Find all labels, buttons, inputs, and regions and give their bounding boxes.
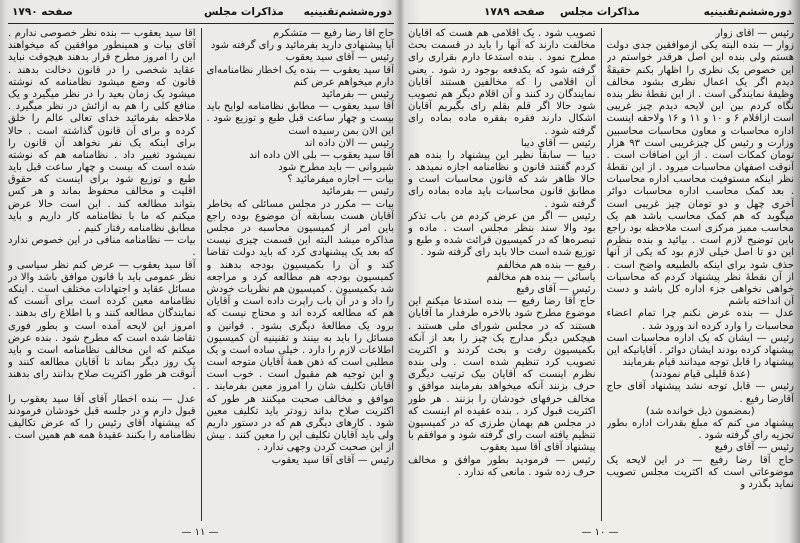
speech-paragraph: شیروانی — باید مطرح شود (278, 162, 394, 174)
column-rule (201, 28, 202, 521)
column-left (8, 28, 196, 521)
text-columns (408, 28, 794, 521)
page-header (408, 5, 794, 24)
speech-paragraph: عدل — بنده عرض نکنم چرا تمام اعضاء محاسبات را وارد کرده اند ورود شد . (606, 308, 794, 332)
speech-paragraph: رئیس — الان داده اند (304, 137, 394, 149)
speech-paragraph: رفیع — بنده هم مخالفم (496, 259, 596, 271)
speech-paragraph: حاج آقا رضا رفیع — بنده استدعا میکنم این موضوع مطرح شود بالاخره طرفدار ما آقایان هستند که در مجلس شورای ملی هستند . هیچکس دیگر مدارج یک چیز را بعد از آنکه بکمیسیون رفت و بحث کردند و اکثریت تصویب کرد تنظیم شده است . ولی بنده نظرم اینست که آقایان بیک ترتیب دیگری حرف بزنند آنکه میخواهد بفرمایند موافق و مخالف حرفهای خودشان را بزنند . هر طور اکثریت قبول کرد . بنده عقیده ام اینست که در مجلس هم بهمان طرزی که در کمیسیون تنظیم یافته است رای گرفته شود و موافقم با پیشنهاد آقای آقا سید یعقوب (408, 296, 596, 454)
speech-paragraph: رئیس — اگر من عرض کردم من باب تذکر بود والا سند بنظر مجلس است . ماده و تبصره‌ها که در کمیسیون قرائت شده و طبع و توزیع شده است حالا باید رای گرفته شود . (408, 210, 596, 259)
column-rule (601, 28, 602, 521)
speech-paragraph: آقا سید یعقوب — عرض کنم نظر سیاسی و نظر عمومی باید با قانون موافق باشد والا در مسائل عقاید و اجتهادات مختلف است . اینکه نظامنامه معین کرده است برای آنست که نمایندگان مطالعه کنند و با اطلاع رای بدهند . امروز این لایحه آمده است و بطور فوری تقاضا شده است که مطرح شود . بنده عرض میکنم که این مخالف نظامنامه است و باید یک روز دیگر بماند تا آقایان مطالعه کنند و آنوقت هر طور اکثریت صلاح بدانند رای بدهند . (8, 259, 196, 393)
speech-paragraph: آقا سید یعقوب — مطابق نظامنامه لوایح باید بیست و چهار ساعت قبل طبع و توزیع شود . این الان بمن رسیده است (206, 101, 394, 137)
page-number: صفحه ۱۷۹۰ (12, 6, 73, 18)
speech-paragraph: رئیس — آقای دیبا (520, 137, 596, 149)
journal-name: دوره‌ششم‌تقنینیه (703, 6, 792, 18)
column-right (207, 28, 395, 521)
speech-paragraph: رئیس — بفرمائید (321, 186, 394, 198)
speech-paragraph: رئیس — آقای زوار (715, 28, 794, 39)
speech-paragraph: بیات — مکرر در مجلس مسائلی که بخاطر آقایان هست بسابقه آن موضوع بوده راجع باین امر از کمیسیون محاسبه در مجلس مذاکره میشد البته این قسمت چیزی نیست که بعد یک پیشنهادی کرد که باید دولت تقاضا کند و آن را بکمیسیون بودجه بدهند و کمیسیون بودجه هم مطالعه کرد و مراجعه شد بکمیسیون . کمیسیون هم نظریات خودش را داد و در آن باب راپرت داده است و آقایان هم که مطالعه کرده اند و محتاج نیست که برود یک مطالعهٔ دیگری بشود . قوانین و مسائل را باید به بینند و تقنینیه آن کمیسیون اطلاعات لازم را دارد . خیلی ساده است و یک مطلبی است که ذهن همهٔ آقایان متوجه است و این توجیه هم مقبول است . خوب است آقایان تکلیف شان را امروز معین بفرمایند . موافق و مخالف صحبت میکنند هر طور که اکثریت صلاح بداند زودتر باید تکلیف معین شود . کارهای دیگری هم که در دستور داریم ولی باید آقایان تکلیف این را معین کنند . بیش از این صحبت کردن وجهی ندارد . (206, 198, 394, 454)
stage-direction: (بمضمون ذیل خوانده شد) (645, 405, 755, 417)
speech-paragraph: تصویب شود . یک اقلامی هم هست که آقایان مخالفت دارند که آنها را باید در قسمت بحث مطرح نمود . بنده استدعا دارم بقراری رای گرفته شود که یکدفعه بوجود رد شود . یعنی آن اقلامی را که مخالفین هستند آقایان نمایندگان رد کنند و آن اقلام دیگر هم تصویب شود حالا اگر قلم بقلم رای بگیریم آقایان اشکال دارند فقره بفقره ماده بماده رای گرفته شود . (408, 28, 596, 137)
speech-paragraph: پیشنهاد می کنم که مبلغ بقدرات اداره بطور تجزیه رای گرفته شود . (606, 418, 794, 442)
speech-paragraph: رئیس — قابل توجه نشد پیشنهاد آقای حاج آقارضا رفیع . (606, 381, 794, 405)
stage-direction: (عدهٔ قلیلی قیام نمودند) (650, 369, 751, 381)
speech-paragraph: رئیس — آقای رفیع (516, 283, 596, 295)
column-left (408, 28, 596, 521)
page-number: صفحه ۱۷۸۹ (484, 6, 545, 18)
speech-paragraph: عدل — بنده اخطار آقای آقا سید یعقوب را قبول دارم و در جلسه قبل خودشان فرمودند که پیشنهاد آقای رئیس را که عرض تکالیف نظامنامه را بکنند عقیدهٔ همه هم همین است . (8, 393, 196, 442)
speech-paragraph: رئیس — آقای سید یعقوب (285, 52, 394, 64)
text-columns (8, 28, 394, 521)
speech-paragraph: رئیس — آقای آقا سید یعقوب (271, 454, 394, 466)
speech-paragraph: بیات — اجازه میفرمائید ؟ (287, 174, 394, 186)
speech-paragraph: زوار — بنده البته یکی ازموافقین جدی دولت هستم ولی بنده این اصل هرقدر خواستم در این خصوص یک نظری را اظهار بکنم حقیقةً دیدم اگر یک اعمال نظری بشود مخالف وظیفهٔ نمایندگی است . از این نقطهٔ نظر بنده نگاه کردم بین این لایحه دیدم چیز غریبی است ازاقلام ۶ و ۱۰ و ۱۱ و ۱۶ ولاحقه اینست اداره محاسبات و معاون محاسبات محاسبین وزارت و رئیس کل چیزغریبی است ۹۳ هزار تومان کمکات است . از این اضافات است . آنوقت اصفهان محاسبات میرود . از این نقطهٔ نظر اینکه مستوفیت محاسب اداره محاسبات . بعد کمک محاسب اداره محاسبات دوائر آخری چهل و دو تومان چیز غریبی است میگوید که هم کمک محاسب باشد هم یک محاسب ممیز مرکزی است ملاحظه بود راجع باین توضیح لازم است . بیائید و بنده بنظرم این دو تا اصل خیلی لازم بود که یکی از آنها حذف شود برای اینکه بالطبیعه واضح است . از آن نقطهٔ نظر پیشنهاد کردم که محاسبات خواهی نخواهی جزء اداره کل باشد و دست آن انداخته باشم (606, 40, 794, 308)
speech-paragraph: آیا پیشنهادی دارید بفرمائید و رای گرفته شود (210, 40, 394, 52)
page-footer: — ۱۱ — (181, 527, 219, 538)
page-1789 (400, 0, 800, 543)
speech-paragraph: بیات — نظامنامه منافی در این خصوص ندارد . (8, 235, 196, 259)
column-right (607, 28, 795, 521)
proceedings-title: مذاکرات مجلس (204, 6, 284, 18)
proceedings-title: مذاکرات مجلس (560, 6, 640, 18)
speech-paragraph: یاسائی — بنده هم مخالفم (486, 271, 596, 283)
speech-paragraph: رئیس — آقای رفیع (714, 442, 794, 454)
speech-paragraph: حاج آقا رضا رفیع — در این لایحه یک موضوعاتی است که اکثریت مجلس تصویب نماید بگذرد و (606, 454, 794, 490)
speech-paragraph: آقا سید یعقوب — بنده یک اخطار نظامنامه‌ای دارم میخواهم عرض کنم (206, 64, 394, 88)
speech-paragraph: رئیس — بفرمائید (321, 88, 394, 100)
speech-paragraph: رئیس — فرمودید بطور موافق و مخالف حرف زده شود . مانعی که ندارد . (408, 454, 596, 478)
speech-paragraph: آقا سید یعقوب — بنده نظر خصوصی ندارم . آقای بیات و همینطور موافقین که میخواهند این را امروز مطرح قرار بدهند هیچوقت نباید عقاید شخصی را در قانون دخالت بدهند . قانون که وضع میشود نظامنامه که نوشته میشود یک زمان بعید را در نظر میگیرد و یک منافع کلی را هم به ازائش در نظر میگیرد . ملاحظه بفرمائید خدای تعالی عالم را خلق کرده و برای آن قانون گذاشته است . حالا برای اینکه یک نفر نخواهد آن قانون را نمیشود تغییر داد . نظامنامه هم که نوشته شده است که بیست و چهار ساعت قبل باید طبع و توزیع شود برای اینست که حقوق اقلیت و مخالف محفوظ بماند و هر کس بتواند مطالعه کند . این است حالا عرض میکنم که ما با نظامنامه کار داریم و باید مطابق نظامنامه رفتار کنیم . (8, 28, 196, 234)
page-footer: — ۱۰ — (581, 527, 619, 538)
page-header (8, 5, 394, 24)
speech-paragraph: آقا سید یعقوب — بلی الان داده اند (249, 149, 394, 161)
speech-paragraph: رئیس — ایشان که یک اداره محاسبات است پیشنهاد کرده بودند ایشان دوائر . آقایانیکه این پیشنهاد را قابل توجه میدانند قیام بفرمایند (606, 332, 794, 369)
speech-paragraph: دیبا — سابقاً نظیر این پیشنهاد را بنده هم کردم گفتند قانون و نظامنامه اجازه نمیدهد . حالا ظاهر شد که قانون محاسبات است و مطابق قانون محاسبات باید ماده بماده رای گرفته شود . (408, 149, 596, 210)
speech-paragraph: حاج آقا رضا رفیع — متشکرم (272, 28, 394, 39)
journal-name: دوره‌ششم‌تقنینیه (303, 6, 392, 18)
